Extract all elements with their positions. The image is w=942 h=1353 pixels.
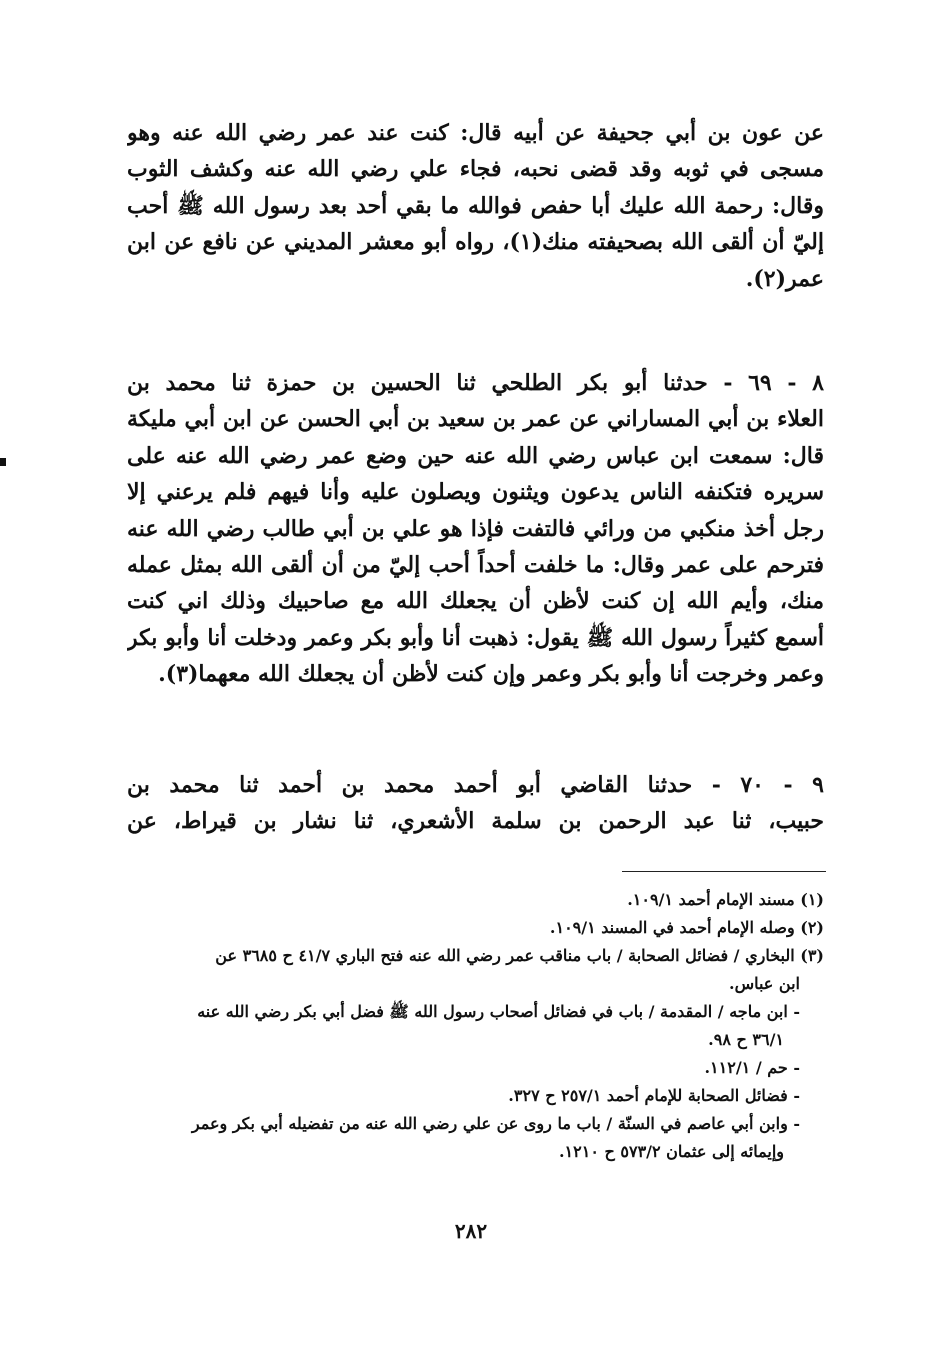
paragraph-line: فترحم على عمر وقال: ما خلفت أحداً أحب إليّ من أن ألقى الله بمثل عمله <box>127 552 824 579</box>
footnote-2: (٢) وصله الإمام أحمد في المسند ١٠٩/١. <box>549 918 824 937</box>
paragraph-line: إليّ أن ألقى الله بصحيفته منك(١)، رواه أبو معشر المديني عن نافع عن ابن <box>127 229 824 256</box>
footnote-reference-continuation: وإيمائه إلى عثمان ٥٧٣/٢ ح ١٢١٠. <box>558 1142 784 1161</box>
paragraph-line: أسمع كثيراً رسول الله ﷺ يقول: ذهبت أنا وأبو بكر وعمر ودخلت أنا وأبو بكر <box>127 624 824 651</box>
footnote-reference: - فضائل الصحابة للإمام أحمد ٢٥٧/١ ح ٣٢٧. <box>508 1086 800 1105</box>
paragraph-line: حبيب، ثنا عبد الرحمن بن سلمة الأشعري، ثنا نشار بن قيراط، عن <box>127 808 824 835</box>
paragraph-line: رجل أخذ منكبي من ورائي فالتفت فإذا هو علي بن أبي طالب رضي الله عنه <box>127 515 824 542</box>
paragraph-line: مسجى في ثوبه وقد قضى نحبه، فجاء علي رضي الله عنه وكشف الثوب <box>127 156 824 183</box>
paragraph-line: ٨ - ٦٩ - حدثنا أبو بكر الطلحي ثنا الحسين بن حمزة ثنا محمد بن <box>127 370 824 396</box>
footnote-divider <box>622 871 826 872</box>
footnote-reference: - حم / ١١٢/١. <box>704 1058 800 1077</box>
footnote-3: (٣) البخاري / فضائل الصحابة / باب مناقب عمر رضي الله عنه فتح الباري ٤١/٧ ح ٣٦٨٥ عن <box>215 946 824 965</box>
paragraph-3 <box>127 767 824 840</box>
paragraph-line: عن عون بن أبي جحيفة عن أبيه قال: كنت عند عمر رضي الله عنه وهو <box>127 120 824 146</box>
page-number: ٢٨٢ <box>454 1219 488 1243</box>
paragraph-line: وقال: رحمة الله عليك أبا حفص فوالله ما بقي أحد بعد رسول الله ﷺ أحب <box>127 192 824 219</box>
paragraph-line: سريره فتكنفه الناس يدعون ويثنون ويصلون عليه وأنا فيهم فلم يرعني إلا <box>127 479 824 506</box>
margin-mark <box>0 458 6 466</box>
paragraph-line: منك، وأيم الله إن كنت لأظن أن يجعلك الله مع صاحبيك وذلك اني كنت <box>127 588 824 615</box>
footnote-reference: - وابن أبي عاصم في السنّة / باب ما روى عن علي رضي الله عنه من تفضيله أبي بكر وعمر <box>191 1114 800 1133</box>
paragraph-line: قال: سمعت ابن عباس رضي الله عنه حين وضع عمر رضي الله عنه على <box>127 442 824 469</box>
footnote-3-continuation: ابن عباس. <box>729 974 800 993</box>
paragraph-line: عمر(٢). <box>745 265 824 292</box>
paragraph-line: العلاء بن أبي المساراني عن عمر بن سعيد بن أبي الحسن عن ابن أبي مليكة <box>127 406 824 433</box>
paragraph-line: ٩ - ٧٠ - حدثنا القاضي أبو أحمد محمد بن أحمد ثنا محمد بن <box>127 772 824 798</box>
paragraph-line: وعمر وخرجت أنا وأبو بكر وعمر وإن كنت لأظن أن يجعلك الله معهما(٣). <box>158 661 824 688</box>
paragraph-2 <box>127 365 824 693</box>
footnote-reference-continuation: ٣٦/١ ح ٩٨. <box>708 1030 784 1049</box>
footnotes <box>124 886 824 1166</box>
footnote-reference: - ابن ماجه / المقدمة / باب في فضائل أصحاب رسول الله ﷺ فضل أبي بكر رضي الله عنه <box>197 1002 800 1021</box>
footnote-1: (١) مسند الإمام أحمد ١٠٩/١. <box>627 890 824 909</box>
paragraph-1 <box>127 115 824 297</box>
